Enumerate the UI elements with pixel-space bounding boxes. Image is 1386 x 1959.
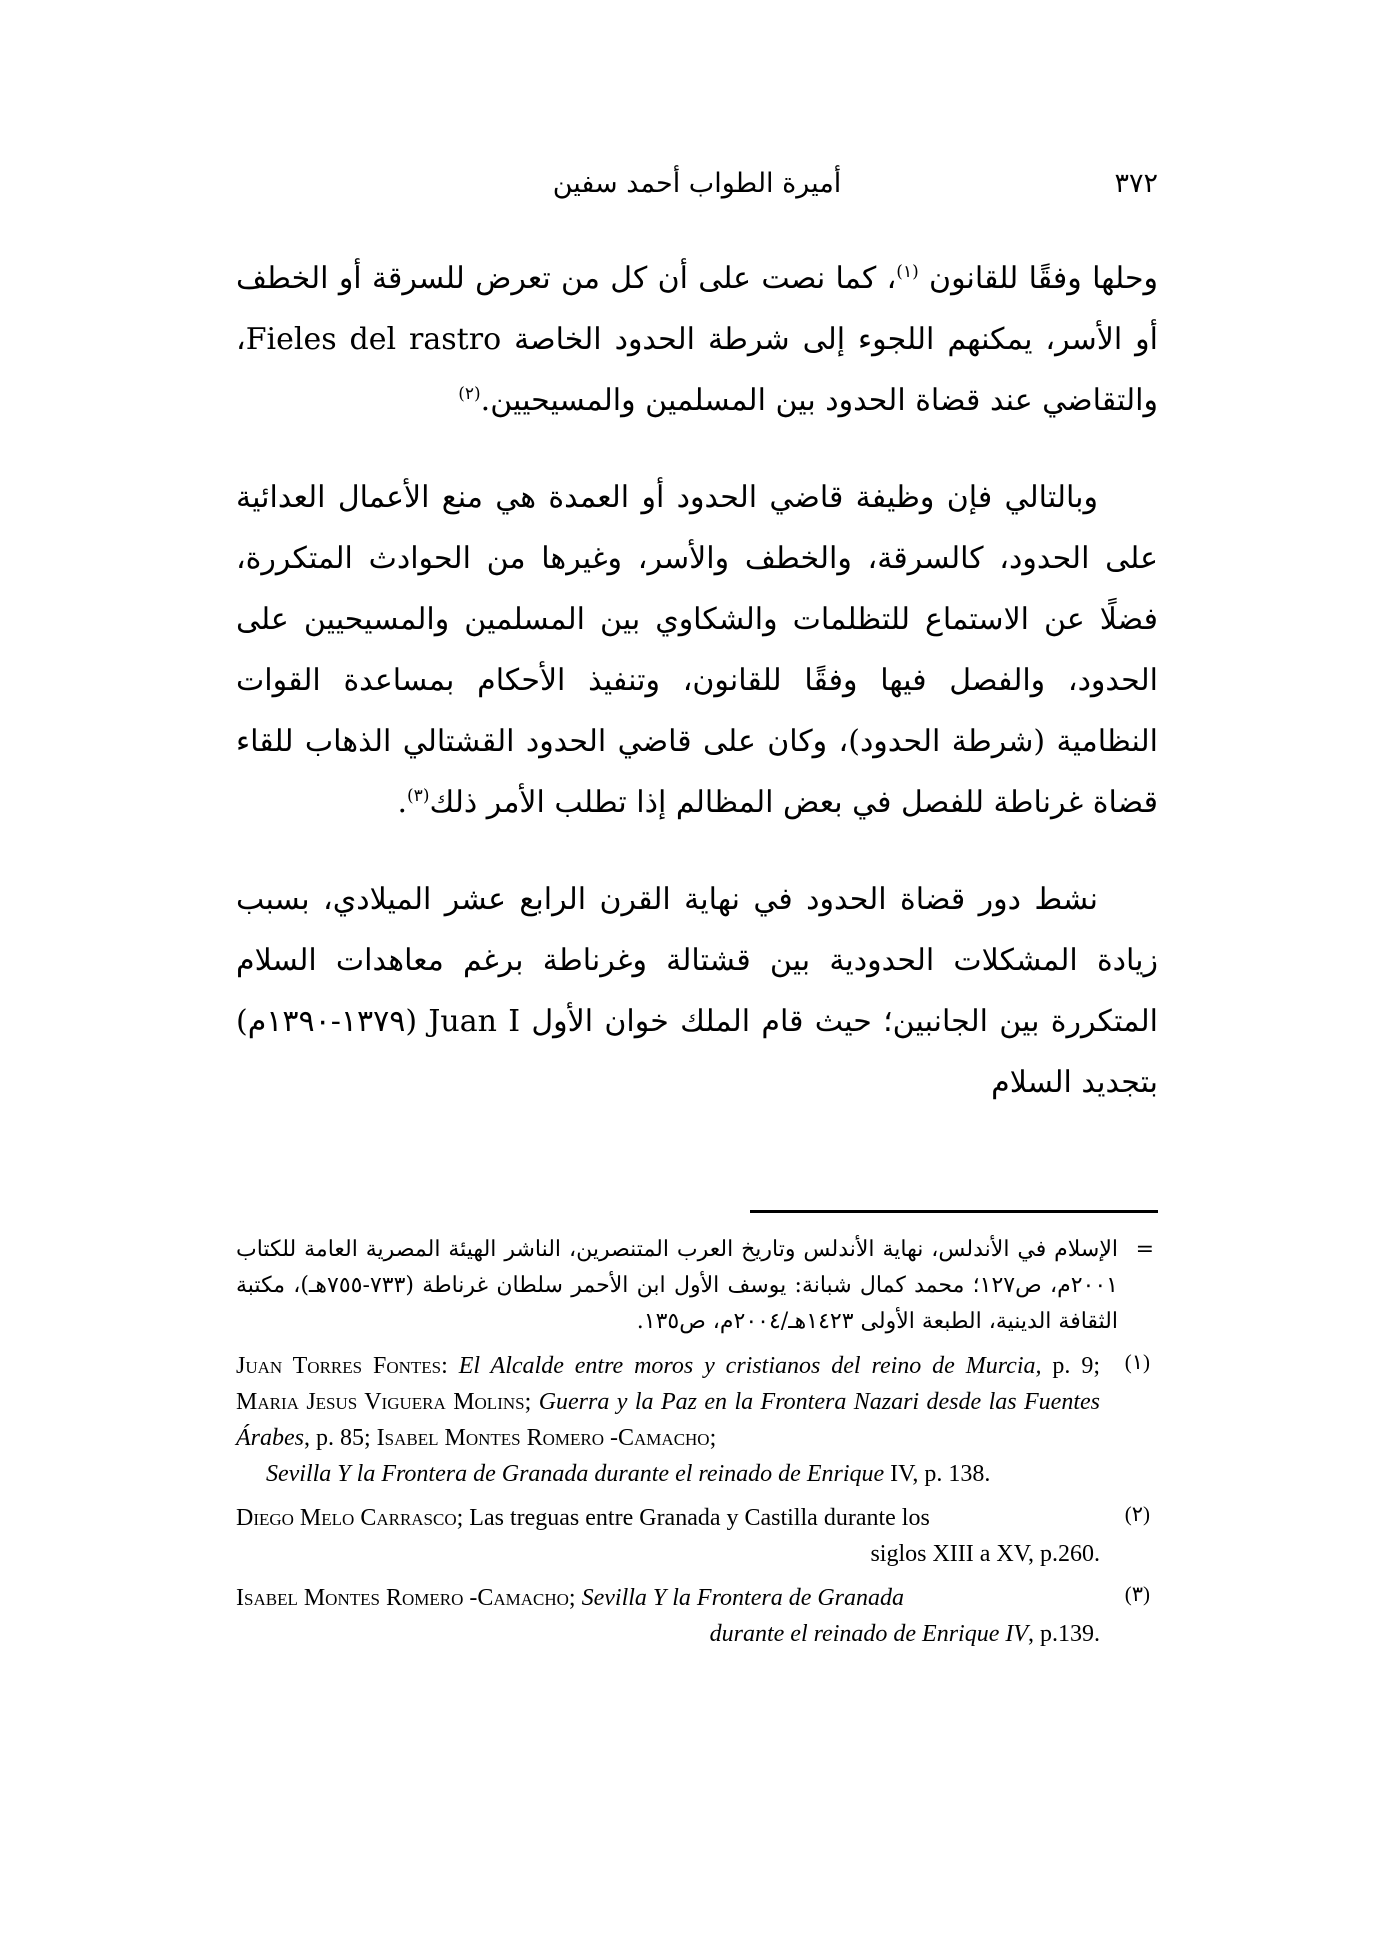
fn1-title-3: Sevilla Y la Frontera de Granada durante el reinado de Enrique	[266, 1461, 885, 1487]
p1-text-c: ، والتقاضي عند قضاة الحدود بين المسلمين والمسيحيين.	[236, 322, 1158, 418]
p3-text-b: (١٣٧٩-١٣٩٠م) بتجديد السلام	[236, 1004, 1158, 1100]
fn1-author-2: Maria Jesus Viguera Molins	[236, 1389, 525, 1415]
fn2-author: Diego Melo Carrasco	[236, 1505, 457, 1531]
fn1-page-3: IV, p. 138.	[884, 1461, 991, 1487]
fn2-line-2: siglos XIII a XV, p.260.	[870, 1541, 1100, 1567]
footnote-1-number: (١)	[1124, 1350, 1150, 1374]
fn1-title-2: Guerra y la Paz en la Frontera Nazari desde las Fuentes Árabes	[236, 1389, 1100, 1451]
fn2-line-1: ; Las treguas entre Granada y Castilla durante los	[456, 1505, 930, 1531]
page-header	[236, 168, 1158, 216]
fn1-author-1: Juan Torres Fontes	[236, 1353, 442, 1379]
fn1-page-1: p. 9;	[1041, 1353, 1101, 1379]
footnote-3-number: (٣)	[1124, 1582, 1150, 1606]
fn3-author: Isabel Montes Romero -Camacho	[236, 1585, 569, 1611]
footnote-ref-1[interactable]: (١)	[896, 262, 919, 282]
paragraph-3	[236, 869, 1158, 1113]
p3-text-a: نشط دور قضاة الحدود في نهاية القرن الرابع عشر الميلادي، بسبب زيادة المشكلات الحدودية بين قشتالة وغرناطة برغم معاهدات السلام المتكررة بين الجانبين؛ حيث قام الملك خوان الأول	[236, 882, 1158, 1039]
continued-text: الإسلام في الأندلس، نهاية الأندلس وتاريخ العرب المتنصرين، الناشر الهيئة المصرية العامة للكتاب ٢٠٠١م، ص١٢٧؛ محمد كمال شبانة: يوسف الأول ابن الأحمر سلطان غرناطة (٧٣٣-٧٥٥هـ)، مكتبة الثقافة الدينية، الطبعة الأولى ١٤٢٣هـ/٢٠٠٤م، ص١٣٥.	[236, 1237, 1118, 1334]
footnote-ref-2[interactable]: (٢)	[458, 384, 481, 404]
page-number: ٣٧٢	[1114, 168, 1158, 199]
running-title: أميرة الطواب أحمد سفين	[552, 168, 842, 199]
p2-text: وبالتالي فإن وظيفة قاضي الحدود أو العمدة هي منع الأعمال العدائية على الحدود، كالسرقة، والخطف والأسر، وغيرها من الحوادث المتكررة، فضلًا عن الاستماع للتظلمات والشكاوي بين المسلمين والمسيحيين على الحدود، والفصل فيها وفقًا للقانون، وتنفيذ الأحكام بمساعدة القوات النظامية (شرطة الحدود)، وكان على قاضي الحدود القشتالي الذهاب للقاء قضاة غرناطة للفصل في بعض المظالم إذا تطلب الأمر ذلك	[236, 480, 1158, 820]
fn3-title-b: durante el reinado de Enrique IV	[709, 1621, 1028, 1647]
p1-text-a: وحلها وفقًا للقانون	[918, 261, 1159, 296]
footnote-2-number: (٢)	[1124, 1502, 1150, 1526]
p1-latin-term: Fieles del rastro	[245, 322, 502, 357]
fn3-title-a: Sevilla Y la Frontera de Granada	[581, 1585, 905, 1611]
p1-text-b: ، كما نصت على أن كل من تعرض للسرقة أو الخطف أو الأسر، يمكنهم اللجوء إلى شرطة الحدود الخاصة	[236, 261, 1158, 357]
p3-latin-term: Juan I	[428, 1004, 521, 1039]
p2-end: .	[397, 785, 408, 820]
footnote-3: (٣) Isabel Montes Romero -Camacho; Sevilla Y la Frontera de Granada durante el reinado de Enrique IV, p.139.	[236, 1580, 1158, 1652]
footnote-1: (١) Juan Torres Fontes: El Alcalde entre moros y cristianos del reino de Murcia, p. 9; Maria Jesus Viguera Molins; Guerra y la Paz en la Frontera Nazari desde las Fuentes Árabes, p. 85; Isabel Montes Romero -Camacho; Sevilla Y la Frontera de Granada durante el reinado de Enrique IV, p. 138.	[236, 1348, 1158, 1492]
paragraph-2	[236, 467, 1158, 833]
continued-marker: =	[1135, 1237, 1154, 1262]
fn1-page-2: , p. 85;	[304, 1425, 377, 1451]
paragraph-1	[236, 248, 1158, 431]
fn3-line-2	[236, 1616, 1100, 1652]
footnote-ref-3[interactable]: (٣)	[407, 786, 430, 806]
footnote-continued	[236, 1232, 1158, 1340]
footnotes	[236, 1232, 1158, 1660]
fn3-page: , p.139.	[1028, 1621, 1100, 1647]
fn1-author-3: Isabel Montes Romero -Camacho	[376, 1425, 710, 1451]
fn1-title-1: El Alcalde entre moros y cristianos del reino de Murcia,	[458, 1353, 1042, 1379]
main-text	[236, 248, 1158, 1149]
footnote-separator	[750, 1210, 1158, 1213]
footnote-2	[236, 1500, 1158, 1572]
fn1-last-line	[236, 1456, 1100, 1492]
